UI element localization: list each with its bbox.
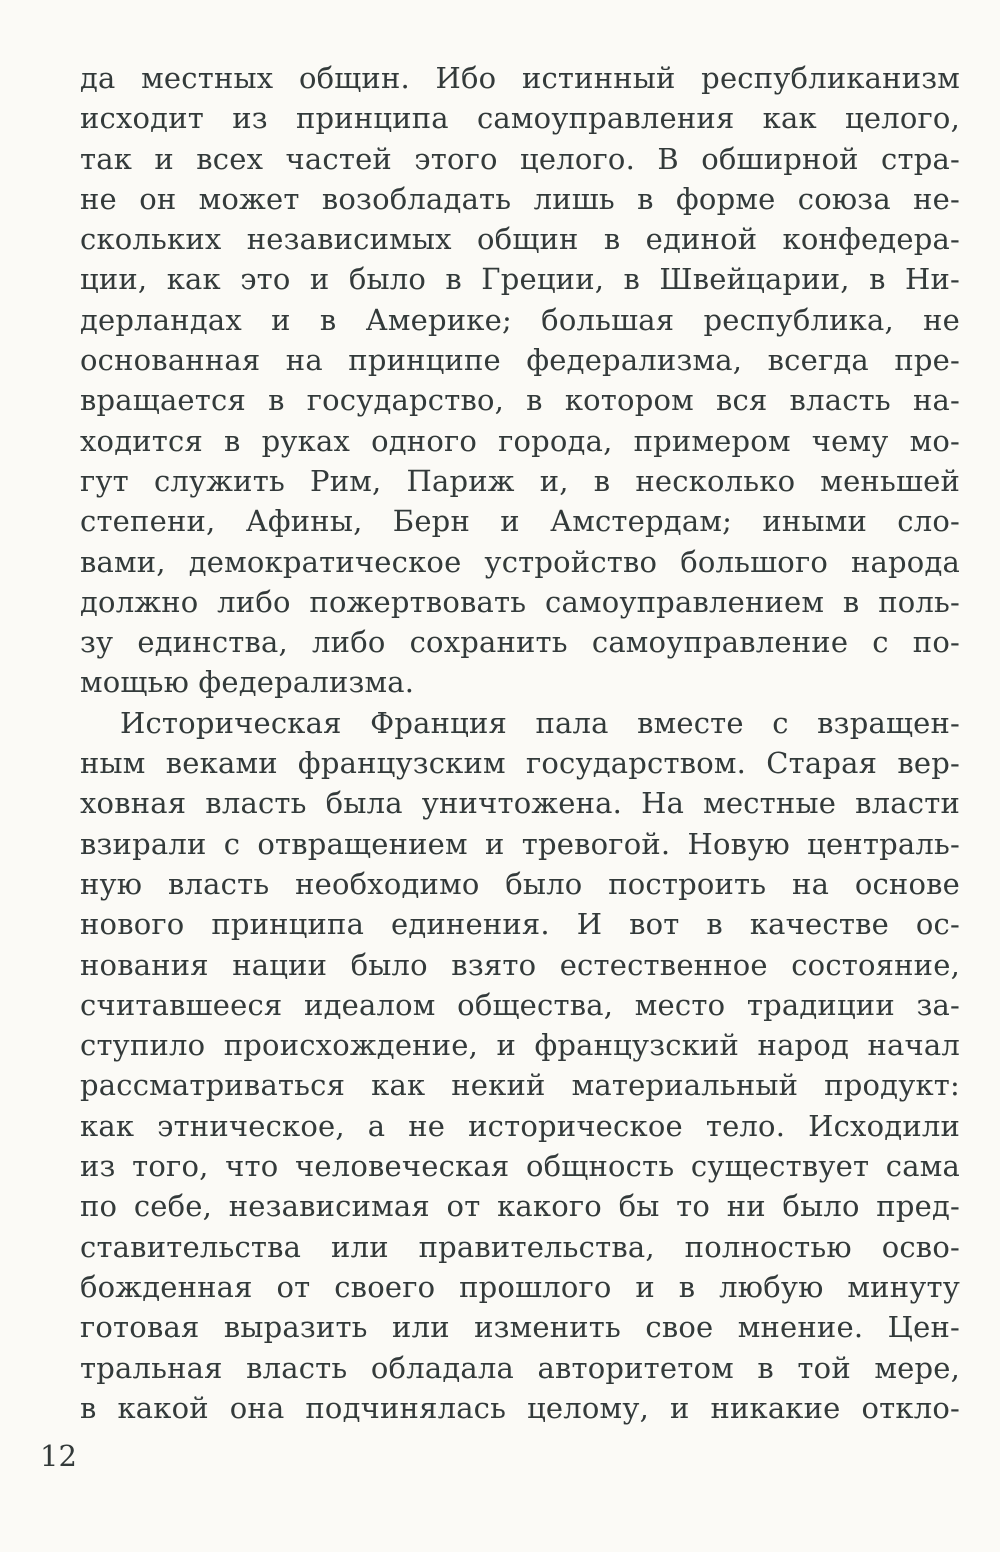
text-line: исходит из принципа самоуправления как целого, xyxy=(80,101,960,136)
text-line: дерландах и в Америке; большая республика, не xyxy=(80,302,960,337)
text-line: божденная от своего прошлого и в любую минуту xyxy=(80,1269,960,1304)
text-line: основанная на принципе федерализма, всегда пре- xyxy=(80,343,960,378)
text-line: нования нации было взято естественное состояние, xyxy=(80,947,960,982)
text-line: в какой она подчинялась целому, и никакие откло- xyxy=(80,1390,960,1425)
text-line: вращается в государство, в котором вся власть на- xyxy=(80,383,960,418)
text-line: готовая выразить или изменить свое мнение. Цен- xyxy=(80,1310,960,1345)
text-line: по себе, независимая от какого бы то ни было пред- xyxy=(80,1189,960,1224)
text-line: вами, демократическое устройство большого народа xyxy=(80,544,960,579)
text-line: гут служить Рим, Париж и, в несколько меньшей xyxy=(80,463,960,498)
body-text xyxy=(80,58,960,1428)
text-line: мощью федерализма. xyxy=(80,665,415,700)
page-number: 12 xyxy=(40,1439,77,1473)
text-line: ную власть необходимо было построить на основе xyxy=(80,866,960,901)
text-line: из того, что человеческая общность существует сама xyxy=(80,1149,960,1184)
text-line: ным веками французским государством. Старая вер- xyxy=(80,746,960,781)
text-line: считавшееся идеалом общества, место традиции за- xyxy=(80,987,960,1022)
text-line: ховная власть была уничтожена. На местные власти xyxy=(80,786,960,821)
text-line: тральная власть обладала авторитетом в той мере, xyxy=(80,1350,960,1385)
text-line: скольких независимых общин в единой конфедера- xyxy=(80,222,960,257)
text-line: ступило происхождение, и французский народ начал xyxy=(80,1028,960,1063)
text-line: нового принципа единения. И вот в качестве ос- xyxy=(80,907,960,942)
text-line: не он может возобладать лишь в форме союза не- xyxy=(80,181,960,216)
text-line: ходится в руках одного города, примером чему мо- xyxy=(80,423,960,458)
text-line: рассматриваться как некий материальный продукт: xyxy=(80,1068,960,1103)
text-line: да местных общин. Ибо истинный республиканизм xyxy=(80,61,960,95)
text-line: ставительства или правительства, полностью осво- xyxy=(80,1229,960,1264)
text-line: зу единства, либо сохранить самоуправление с по- xyxy=(80,625,960,660)
paragraph-start-line: Историческая Франция пала вместе с взращен- xyxy=(120,705,960,740)
text-line: должно либо пожертвовать самоуправлением в поль- xyxy=(80,584,960,619)
text-line: ции, как это и было в Греции, в Швейцарии, в Ни- xyxy=(80,262,960,297)
text-line: как этническое, а не историческое тело. Исходили xyxy=(80,1108,960,1143)
text-line: взирали с отвращением и тревогой. Новую централь- xyxy=(80,826,960,861)
text-line: степени, Афины, Берн и Амстердам; иными сло- xyxy=(80,504,960,539)
text-line: так и всех частей этого целого. В обширной стра- xyxy=(80,141,960,176)
